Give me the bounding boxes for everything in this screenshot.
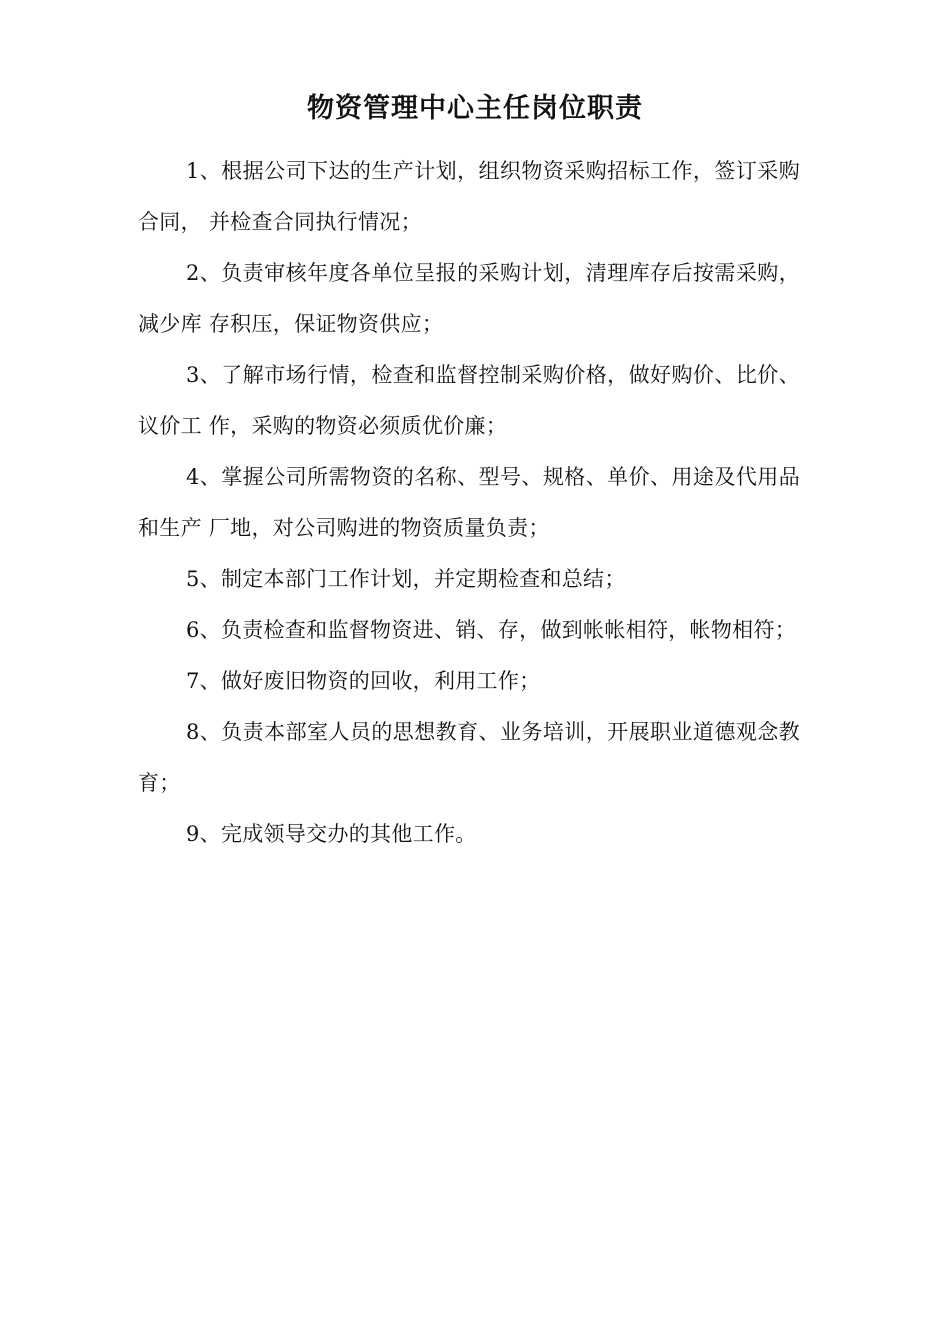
document-title: 物资管理中心主任岗位职责 (307, 93, 643, 124)
duty-item-2: 2、负责审核年度各单位呈报的采购计划，清理库存后按需采购，减少库 存积压，保证物资供应； (138, 261, 800, 336)
duty-item-1: 1、根据公司下达的生产计划，组织物资采购招标工作，签订采购合同， 并检查合同执行情况； (138, 159, 800, 234)
duty-item-7: 7、做好废旧物资的回收，利用工作； (186, 669, 541, 693)
duty-item-5: 5、制定本部门工作计划，并定期检查和总结； (186, 567, 626, 591)
duty-item-3: 3、了解市场行情，检查和监督控制采购价格，做好购价、比价、议价工 作，采购的物资必须质优价廉； (138, 363, 800, 438)
duty-list (138, 146, 800, 860)
duty-item-4: 4、掌握公司所需物资的名称、型号、规格、单价、用途及代用品和生产 厂地，对公司购进的物资质量负责； (138, 465, 800, 540)
duty-item-8: 8、负责本部室人员的思想教育、业务培训，开展职业道德观念教育； (138, 720, 800, 795)
duty-item-6: 6、负责检查和监督物资进、销、存，做到帐帐相符，帐物相符； (186, 618, 797, 642)
duty-item-9: 9、完成领导交办的其他工作。 (186, 822, 477, 846)
